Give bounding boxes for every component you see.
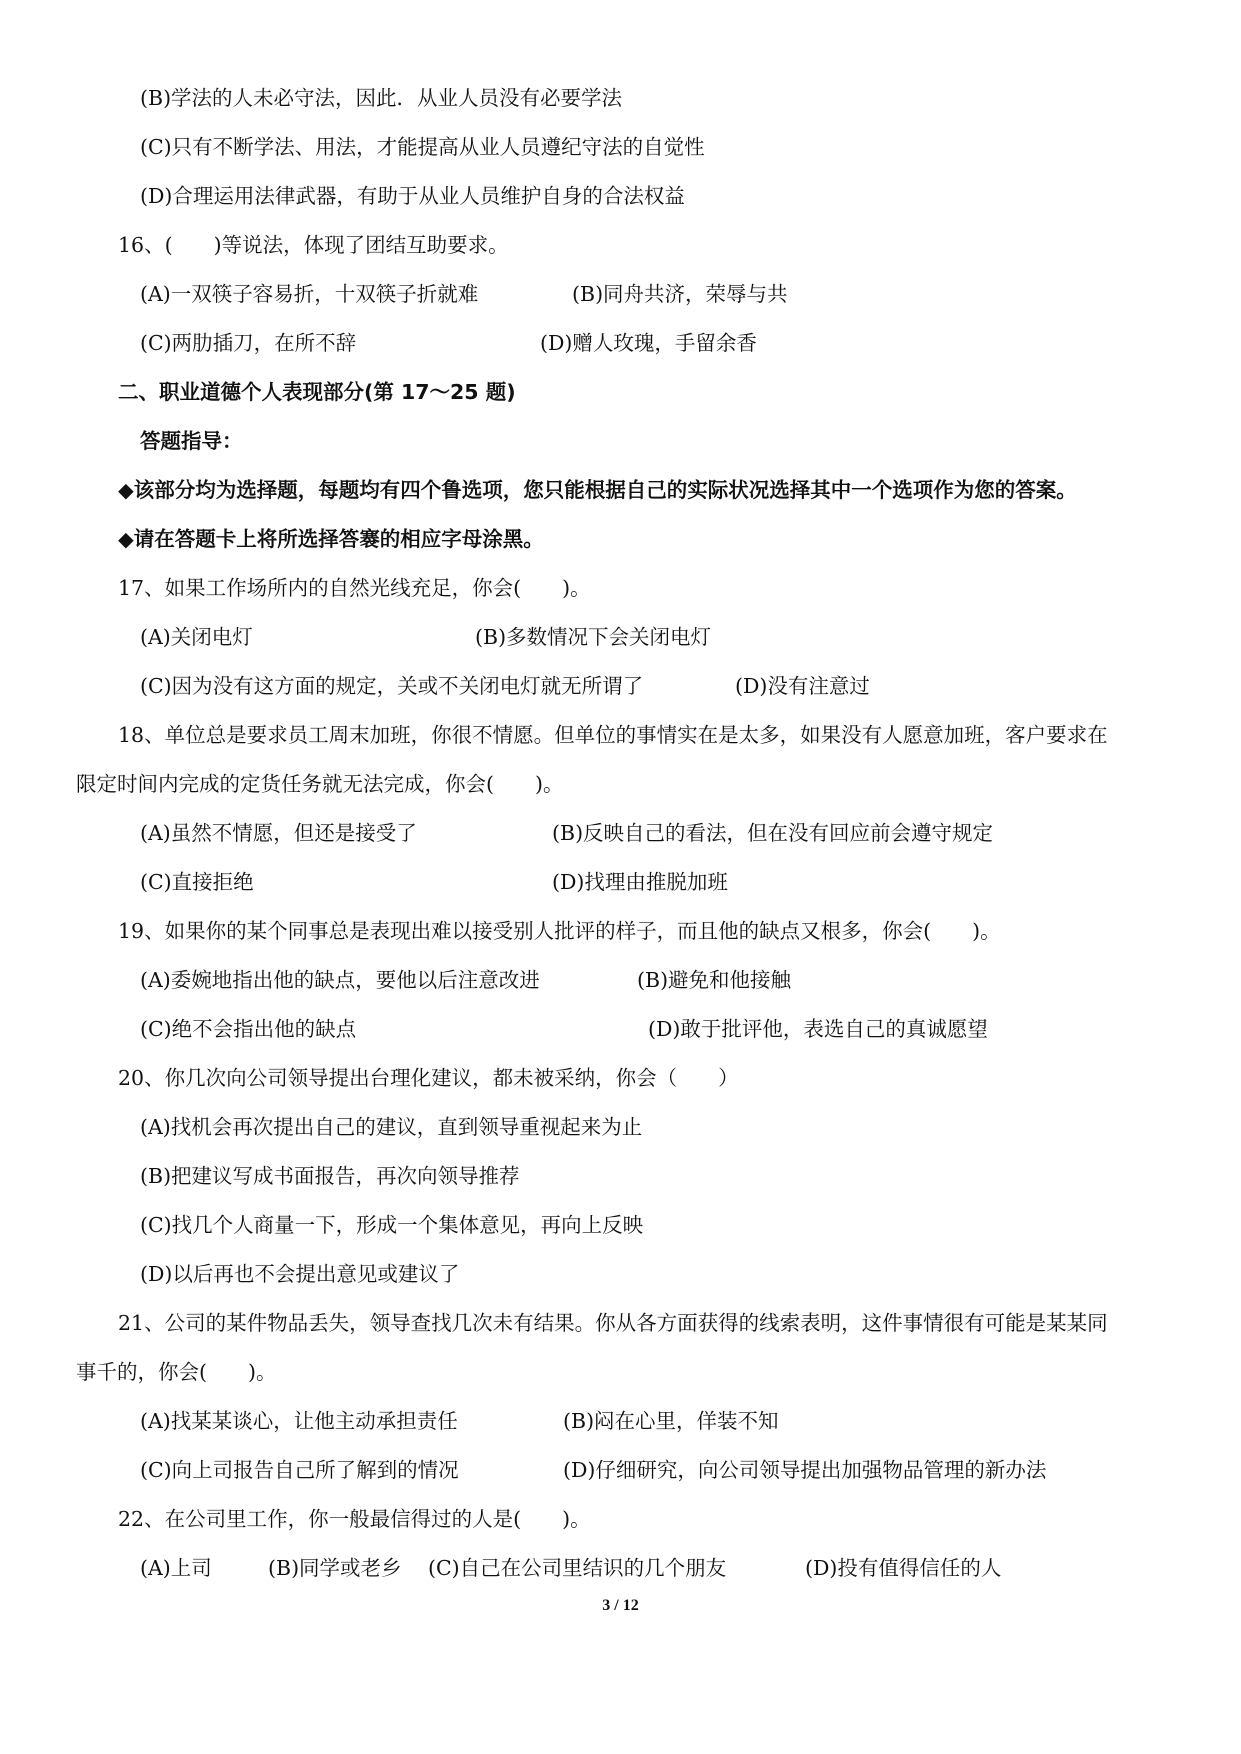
q21-option-c: (C)向上司报告自己所了解到的情况	[140, 1458, 459, 1482]
q22-option-d: (D)投有值得信任的人	[805, 1556, 1002, 1580]
q17-stem: 17、如果工作场所内的自然光线充足，你会( )。	[118, 576, 591, 600]
q17-option-b: (B)多数情况下会关闭电灯	[475, 625, 712, 649]
q18-stem-line2: 限定时间内完成的定货任务就无法完成，你会( )。	[76, 772, 564, 796]
q21-option-a: (A)找某某谈心，让他主动承担责任	[140, 1409, 458, 1433]
q17-option-a: (A)关闭电灯	[140, 625, 253, 649]
guide-line-1: ◆该部分均为选择题，每题均有四个鲁选项，您只能根据自己的实际状况选择其中一个选项作为您的答案。	[118, 478, 1077, 502]
q15-option-c: (C)只有不断学法、用法，才能提高从业人员遵纪守法的自觉性	[140, 135, 705, 159]
q21-option-d: (D)仔细研究，向公司领导提出加强物品管理的新办法	[563, 1458, 1047, 1482]
q20-option-a: (A)找机会再次提出自己的建议，直到领导重视起来为止	[140, 1115, 643, 1139]
q20-option-c: (C)找几个人商量一下，形成一个集体意见，再向上反映	[140, 1213, 644, 1237]
q18-option-a: (A)虽然不情愿，但还是接受了	[140, 821, 417, 845]
guide-title: 答题指导：	[140, 429, 243, 453]
q22-option-c: (C)自己在公司里结识的几个朋友	[428, 1556, 727, 1580]
q16-option-b: (B)同舟共济，荣辱与共	[572, 282, 788, 306]
page-number: 3 / 12	[602, 1597, 639, 1614]
q18-option-b: (B)反映自己的看法，但在没有回应前会遵守规定	[552, 821, 994, 845]
section-heading: 二、职业道德个人表现部分(第 17～25 题)	[118, 380, 516, 404]
q15-option-d: (D)合理运用法律武器，有助于从业人员维护自身的合法权益	[140, 184, 685, 208]
q22-option-a: (A)上司	[140, 1556, 212, 1580]
q19-option-c: (C)绝不会指出他的缺点	[140, 1017, 357, 1041]
q21-option-b: (B)闷在心里，佯装不知	[563, 1409, 779, 1433]
q16-option-c: (C)两肋插刀，在所不辞	[140, 331, 357, 355]
q18-option-c: (C)直接拒绝	[140, 870, 254, 894]
q18-option-d: (D)找理由推脱加班	[552, 870, 728, 894]
q16-stem: 16、( )等说法，体现了团结互助要求。	[118, 233, 509, 257]
q17-option-c: (C)因为没有这方面的规定，关或不关闭电灯就无所谓了	[140, 674, 644, 698]
q20-option-d: (D)以后再也不会提出意见或建议了	[140, 1262, 460, 1286]
q19-option-d: (D)敢于批评他，表选自己的真诚愿望	[648, 1017, 988, 1041]
q21-stem-line1: 21、公司的某件物品丢失，领导查找几次未有结果。你从各方面获得的线索表明，这件事情很有可能是某某同	[118, 1311, 1108, 1335]
q19-option-a: (A)委婉地指出他的缺点，要他以后注意改进	[140, 968, 540, 992]
q15-option-b: (B)学法的人未必守法，因此．从业人员没有必要学法	[140, 86, 623, 110]
q16-option-a: (A)一双筷子容易折，十双筷子折就难	[140, 282, 479, 306]
q18-stem-line1: 18、单位总是要求员工周末加班，你很不情愿。但单位的事情实在是太多，如果没有人愿意加班，客户要求在	[118, 723, 1108, 747]
q20-stem: 20、你几次向公司领导提出台理化建议，都未被采纳，你会（ ）	[118, 1066, 739, 1090]
q17-option-d: (D)没有注意过	[735, 674, 870, 698]
q19-option-b: (B)避免和他接触	[637, 968, 792, 992]
q16-option-d: (D)赠人玫瑰，手留余香	[540, 331, 757, 355]
q22-stem: 22、在公司里工作，你一般最信得过的人是( )。	[118, 1507, 591, 1531]
q19-stem: 19、如果你的某个同事总是表现出难以接受别人批评的样子，而且他的缺点又根多，你会( )。	[118, 919, 1001, 943]
q22-option-b: (B)同学或老乡	[268, 1556, 402, 1580]
guide-line-2: ◆请在答题卡上将所选择答褰的相应字母涂黑。	[118, 527, 544, 551]
q21-stem-line2: 事千的，你会( )。	[76, 1360, 277, 1384]
q20-option-b: (B)把建议写成书面报告，再次向领导推荐	[140, 1164, 520, 1188]
